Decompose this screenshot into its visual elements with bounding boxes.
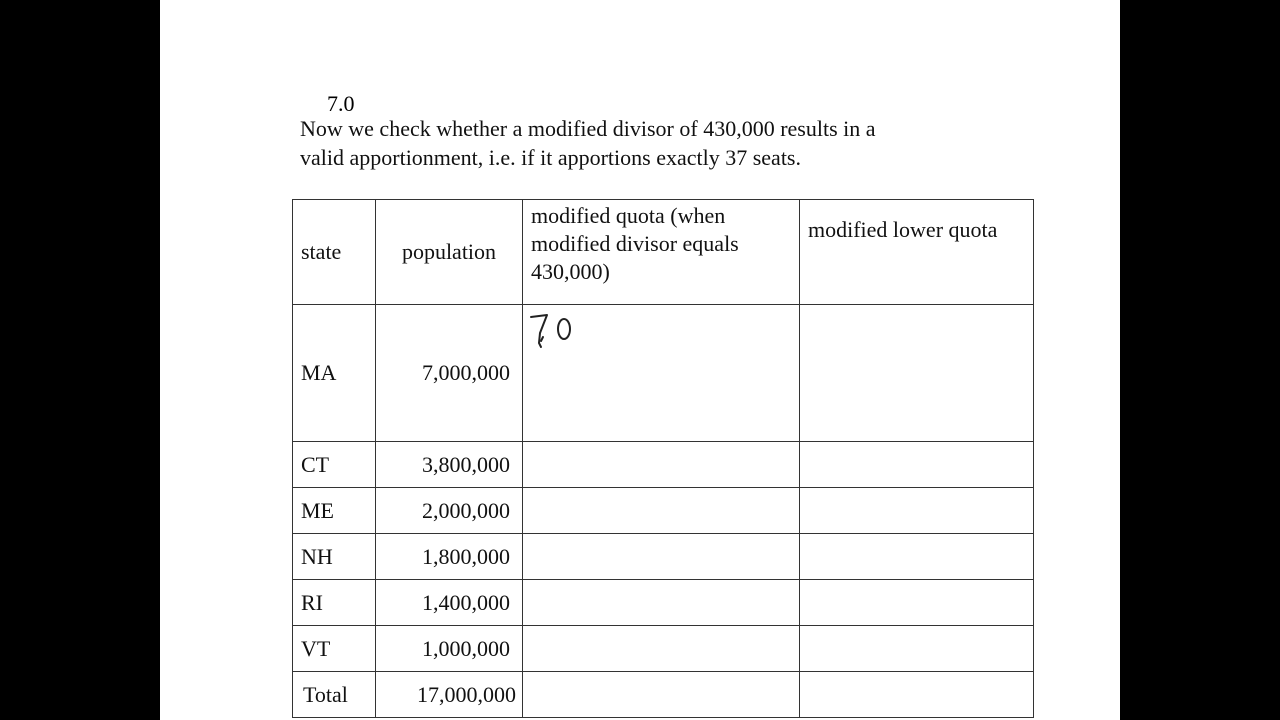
intro-line-2: valid apportionment, i.e. if it apportions exactly 37 seats. [300,145,801,170]
header-state: state [293,200,376,305]
table-row [293,488,1034,534]
modified-lower-quota-cell [800,534,1034,580]
modified-lower-quota-cell [800,442,1034,488]
population-cell: 2,000,000 [376,488,523,534]
table-total-row [293,672,1034,718]
modified-quota-cell [523,626,800,672]
state-cell: MA [293,305,376,442]
state-cell: NH [293,534,376,580]
modified-quota-cell [523,580,800,626]
table-row [293,305,1034,442]
intro-line-1: Now we check whether a modified divisor of 430,000 results in a [300,116,876,141]
table-header-row [293,200,1034,305]
document-page [160,0,1120,720]
population-cell: 1,800,000 [376,534,523,580]
state-cell: VT [293,626,376,672]
handwritten-seven [531,315,547,347]
intro-text [300,114,1000,172]
table-row [293,442,1034,488]
header-population: population [376,200,523,305]
handwritten-quota-value: 7.0 [327,91,355,116]
header-modified-lower-quota: modified lower quota [800,200,1034,305]
population-cell: 7,000,000 [376,305,523,442]
handwritten-decimal [541,337,543,341]
header-modified-quota: modified quota (when modified divisor equals 430,000) [523,200,800,305]
population-cell: 1,000,000 [376,626,523,672]
total-quota-cell [523,672,800,718]
modified-lower-quota-cell [800,580,1034,626]
state-cell: RI [293,580,376,626]
modified-quota-cell [523,534,800,580]
population-cell: 3,800,000 [376,442,523,488]
handwritten-zero [558,319,570,339]
state-cell: ME [293,488,376,534]
population-cell: 1,400,000 [376,580,523,626]
state-cell: CT [293,442,376,488]
table-row [293,580,1034,626]
total-lower-quota-cell [800,672,1034,718]
modified-lower-quota-cell [800,488,1034,534]
table-row [293,534,1034,580]
modified-lower-quota-cell [800,626,1034,672]
modified-lower-quota-cell [800,305,1034,442]
total-population-cell: 17,000,000 [376,672,523,718]
table-row [293,626,1034,672]
total-label-cell: Total [293,672,376,718]
modified-quota-cell [523,488,800,534]
modified-quota-cell [523,442,800,488]
